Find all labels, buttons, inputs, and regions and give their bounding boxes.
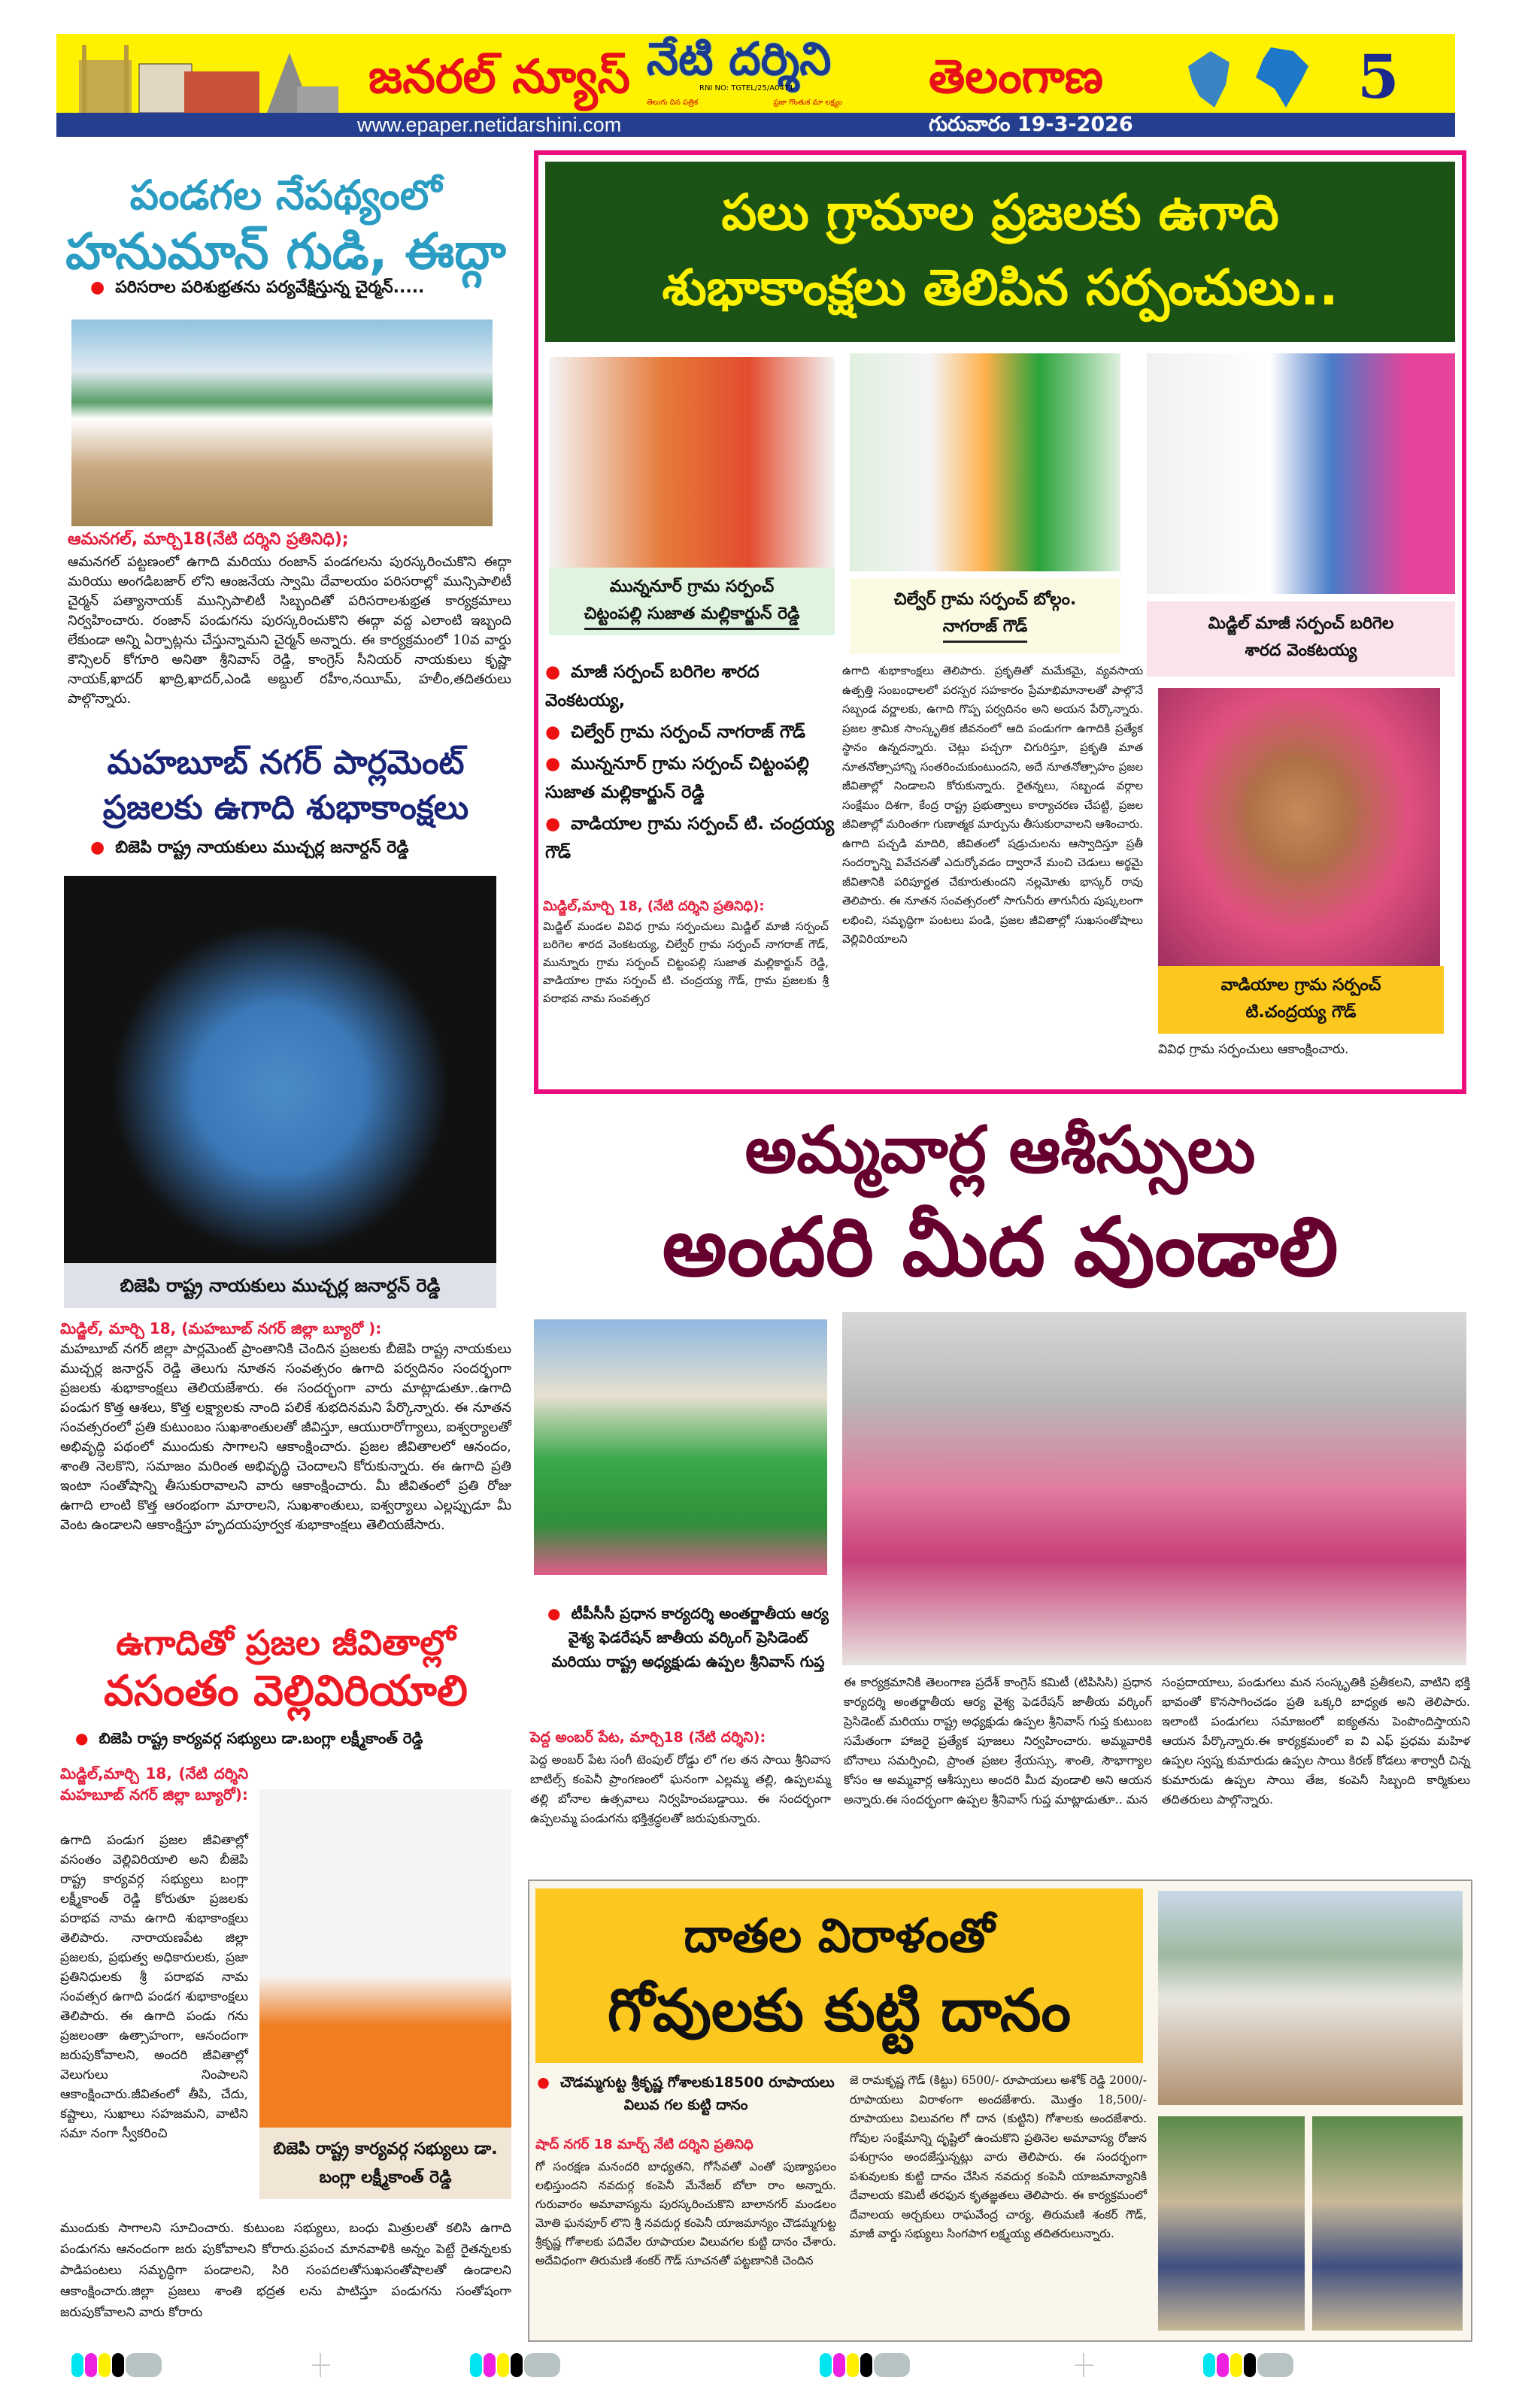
sarpanch-dateline: మిడ్జిల్,మార్చి 18, (నేటి దర్శిని ప్రతినిధి): <box>543 898 765 914</box>
caption-3-line-1: మిడ్జిల్ మాజీ సర్పంచ్ బరిగెల <box>1208 614 1394 633</box>
caption-1-line-2: చిట్టంపల్లి సుజాత మల్లికార్జున్ రెడ్డి <box>584 601 800 630</box>
govulu-headline-1: దాతల విరాళంతో <box>684 1908 995 1963</box>
ammavarla-body-2: ఈ కార్యక్రమానికి తెలంగాణ ప్రదేశ్ కాంగ్రెస్ కమిటీ (టిపిసిసి) ప్రధాన కార్యదర్శి అంతర్జాతీయ ఆర్య వైశ్య ఫెడరేషన్ జాతీయ వర్కింగ్ ప్రెసిడెంట్ మరియు రాష్ట్ర అధ్యక్షుడు ఉప్పల శ్రీనివాస్ గుప్త కుటుంబ సమేతంగా హాజరై ప్రత్యేక పూజలు నిర్వహించారు. అమ్మవారికి బోనాలు సమర్పించి, ప్రాంత ప్రజల శ్రేయస్సు, శాంతి, సౌభాగ్యాల కోసం ఆ అమ్మవార్ల ఆశీస్సులు అందరి మీద వుండాలి అని ఆయన అన్నారు.ఈ సందర్భంగా ఉప్పల శ్రీనివాస్ గుప్త మాట్లాడుతూ.. మన <box>844 1675 1152 1807</box>
mahabubnagar-photo <box>64 876 496 1263</box>
govulu-photo-1 <box>1158 1891 1463 2105</box>
section-label-general-news: జనరల్ న్యూస్ <box>368 49 631 104</box>
govulu-dateline: షాద్ నగర్ 18 మార్చ్ నేటి దర్శిని ప్రతినిధి <box>535 2137 753 2152</box>
print-registration-mark-4 <box>1203 2353 1293 2377</box>
print-registration-mark-3 <box>820 2353 910 2377</box>
logo-rni: RNI NO: TGTEL/25/A0471 <box>699 84 794 92</box>
mahabubnagar-headline-2: ప్రజలకు ఉగాది శుభాకాంక్షలు <box>102 789 469 827</box>
govulu-photo-3 <box>1312 2116 1463 2331</box>
sarpanch-bullet-4: ● వాడియాల గ్రామ సర్పంచ్ టి. చంద్రయ్య గౌడ్ <box>545 810 835 867</box>
website-link[interactable]: www.epaper.netidarshini.com <box>357 114 622 136</box>
page-number: 5 <box>1357 41 1399 112</box>
sarpanch-banner-line-1: పలు గ్రామాల ప్రజలకు ఉగాది <box>721 183 1279 241</box>
hanuman-body: ఆమనగల్ పట్టణంలో ఉగాది మరియు రంజాన్ పండగలను పురస్కరించుకొని ఈద్గా మరియు అంగడిబజార్ లోని ఆంజనేయ స్వామి దేవాలయం పరిసరాల్లో మున్సిపాలిటీ చైర్మన్ పత్యానాయక్ మున్సిపాలిటీ సిబ్బందితో పరిసరాలశుభ్రత కార్యక్రమాలు నిర్వహించారు. రంజాన్ పండుగను పురస్కరించుకొని ఈద్గా వద్ద ఎలాంటి ఇబ్బంది లేకుండా అన్ని ఏర్పాట్లను చేస్తున్నామని చైర్మన్ అన్నారు. ఈ కార్యక్రమంలో 10వ వార్డు కౌన్సిలర్ కోగూరి అనితా శ్రీనివాస్ రెడ్డి, కాంగ్రెస్ సీనియర్ నాయకులు కృష్ణా నాయక్,ఖాదర్ ఖాద్రి,ఖాదర్,ఎండి అబ్దుల్ రహీం,నయీమ్, హలీం,తదితరులు పాల్గొన్నారు. <box>68 554 511 707</box>
ammavarla-body-3: సంప్రదాయాలు, పండుగలు మన సంస్కృతికి ప్రతీకలని, వాటిని భక్తి భావంతో కొనసాగించడం ప్రతి ఒక్కరి బాధ్యత అని తెలిపారు. ఇలాంటి పండుగలు సమాజంలో ఐక్యతను పెంపొందిస్తాయని ఆయన పేర్కొన్నారు.ఈ కార్యక్రమంలో ఐ వి ఎఫ్ ప్రధమ మహిళ ఉప్పల స్వప్న కుమారుడు ఉప్పల సాయి కిరణ్ కోడలు శార్వారీ చిన్న కుమారుడు ఉప్పల సాయి తేజ, కంపెనీ సిబ్బంది కార్మికులు తదితరులు పాల్గొన్నారు. <box>1162 1675 1470 1807</box>
ammavarla-headline-1: అమ్మవార్ల ఆశీస్సులు <box>744 1113 1256 1188</box>
sarpanch-bullet-3: ● మున్ననూర్ గ్రామ సర్పంచ్ చిట్టంపల్లి సుజాత మల్లికార్జున్ రెడ్డి <box>545 750 835 807</box>
caption-2-line-1: చిల్వేర్ గ్రామ సర్పంచ్ బోల్గం. <box>893 590 1077 609</box>
crop-mark-1 <box>320 2353 350 2377</box>
logo-tagline: తెలుగు దిన పత్రిక <box>647 98 699 107</box>
print-registration-mark-2 <box>470 2353 560 2377</box>
ammavarla-dateline: పెద్ద అంబర్ పేట, మార్చి18 (నేటి దర్శిని): <box>530 1729 766 1746</box>
hanuman-dateline: ఆమనగల్, మార్చి18(నేటి దర్శిని ప్రతినిధి); <box>68 530 349 549</box>
logo-motto: ప్రజా గొంతుక మా లక్ష్యం <box>773 98 842 107</box>
map-icon <box>1181 44 1339 111</box>
hanuman-headline-1: పండగల నేపథ్యంలో <box>129 171 442 219</box>
monuments-illustration <box>71 41 342 113</box>
caption-4-line-2: టి.చంద్రయ్య గౌడ్ <box>1245 1003 1357 1022</box>
sarpanch-photo-caption-3 <box>1147 601 1455 677</box>
sarpanch-bullets <box>545 658 835 867</box>
vasantham-headline-2: వసంతం వెల్లివిరియాలి <box>104 1667 468 1716</box>
ammavarla-subhead: ● టీపీసీసీ ప్రధాన కార్యదర్శి అంతర్జాతీయ ఆర్య వైశ్య ఫెడరేషన్ జాతీయ వర్కింగ్ ప్రెసిడెంట్ మరియు రాష్ట్ర అధ్యక్షుడు ఉప్పల శ్రీనివాస్ గుప్త <box>541 1601 835 1673</box>
ammavarla-body-1: పెద్ద అంబర్ పేట సంగీ టెంపుల్ రోడ్డు లో గల తన సాయి శ్రీనివాస బాటిల్స్ కంపెనీ ప్రాంగణంలో ఘనంగా ఎల్లమ్మ తల్లి, ఉప్పలమ్మ తల్లి బోనాల ఉత్సవాలు నిర్వహించబడ్డాయి. ఈ సందర్భంగా ఉప్పలమ్మ పండుగను భక్తిశ్రద్ధలతో జరుపుకున్నారు. <box>530 1752 831 1825</box>
hanuman-headline-2: హనుమాన్ గుడి, ఈద్గా <box>65 223 506 280</box>
mahabubnagar-headline-1: మహబూబ్ నగర్ పార్లమెంట్ <box>107 744 465 782</box>
govulu-banner <box>535 1889 1143 2063</box>
vasantham-subhead: ● బిజెపి రాష్ట్ర కార్యవర్గ సభ్యులు డా.బంగ్లా లక్ష్మీకాంత్ రెడ్డి <box>75 1729 519 1751</box>
vasantham-body-wide: ముందుకు సాగాలని సూచించారు. కుటుంబ సభ్యులు, బంధు మిత్రులతో కలిసి ఉగాది పండుగను ఆనందంగా జరు పుకోవాలని కోరారు.ప్రపంచ మానవాళికి అన్నం పెట్టే రైతన్నలకు పాడిపంటలు సమృద్ధిగా పండాలని, సిరి సంపదలతోసుఖసంతోషాలతో ఉండాలని ఆకాంక్షించారు.జిల్లా ప్రజలు శాంతి భద్రత లను పాటిస్తూ పండుగను సంతోషంగా జరుపుకోవాలని వారు కోరారు <box>60 2221 511 2320</box>
crop-mark-2 <box>1083 2353 1113 2377</box>
vasantham-body-narrow: ఉగాది పండుగ ప్రజల జీవితాల్లో వసంతం వెల్లివిరియాలి అని బీజెపి రాష్ట్ర కార్యవర్గ సభ్యులు బంగ్లా లక్ష్మీకాంత్ రెడ్డి కోరుతూ ప్రజలకు పరాభవ నామ ఉగాది శుభాకాంక్షలు తెలిపారు. నారాయణపేట జిల్లా ప్రజలకు, ప్రభుత్వ అధికారులకు, ప్రజా ప్రతినిధులకు శ్రీ పరాభవ నామ సంవత్సర ఉగాది పండగ శుభాకాంక్షలు తెలిపారు. ఈ ఉగాది పండు గను ప్రజలంతా ఉత్సాహంగా, ఆనందంగా జరుపుకోవాలని, అందరి జీవితాల్లో వెలుగులు నింపాలని ఆకాంక్షించారు.జీవితంలో తీపి, చేదు, కష్టాలు, సుఖాలు సహజమని, వాటిని సమా నంగా స్వీకరించి <box>60 1833 248 2141</box>
govulu-body-1: గో సంరక్షణ మనందరి బాధ్యతని, గోసేవతో ఎంతో పుణ్యాఫలం లభిస్తుందని నవదుర్గ కంపెనీ మేనేజర్ బోలా రాం అన్నారు. గురువారం అమావాస్యను పురస్కరించుకొని బాలానగర్ మండలం మోతి ఘనపూర్ లొని శ్రీ నవదుర్గ కంపెనీ యాజమాన్యం చౌడమ్మగుట్ట శ్రీకృష్ణ గోశాలకు పదివేల రూపాయల విలువగల కుట్టి దానం చేశారు. అదేవిధంగా తిరుమణి శంకర్ గౌడ్ సూచనతో పట్టణానికి చెందిన <box>535 2160 836 2267</box>
sarpanch-body-end: వివిధ గ్రామ సర్పంచులు ఆకాంక్షించారు. <box>1158 1042 1349 1057</box>
vasantham-dateline: మిడ్జిల్,మార్చి 18, (నేటి దర్శిని మహబూబ్ నగర్ జిల్లా బ్యూరో): <box>60 1764 248 1804</box>
caption-2-line-2: నాగరాజ్ గౌడ్ <box>943 613 1028 643</box>
caption-3-line-2: శారద వెంకటయ్య <box>1245 641 1357 660</box>
mahabubnagar-dateline: మిడ్జిల్, మార్చి 18, (మహబూబ్ నగర్ జిల్లా బ్యూరో ): <box>60 1319 382 1337</box>
vasantham-photo-caption: బిజెపి రాష్ట్ర కార్యవర్గ సభ్యులు డా. బంగ్లా లక్ష్మీకాంత్ రెడ్డి <box>259 2128 511 2199</box>
hanuman-photo <box>71 320 493 526</box>
sarpanch-bullet-1: ● మాజీ సర్పంచ్ బరిగెల శారద వెంకటయ్య, <box>545 658 835 715</box>
vasantham-photo <box>259 1789 511 2128</box>
mahabubnagar-subhead: ● బిజెపి రాష్ట్ర నాయకులు ముచ్చర్ల జనార్దన్ రెడ్డి <box>90 838 511 861</box>
mahabubnagar-body: మహబూబ్ నగర్ జిల్లా పార్లమెంట్ ప్రాంతానికి చెందిన ప్రజలకు బీజెపి రాష్ట్ర నాయకులు ముచ్చర్ల జనార్దన్ రెడ్డి తెలుగు నూతన సంవత్సరం ఉగాది పర్వదినం సందర్భంగా ప్రజలకు శుభాకాంక్షలు తెలియజేశారు. ఈ సందర్భంగా వారు మాట్లాడుతూ..ఉగాది పండుగ కొత్త ఆశలు, కొత్త లక్ష్యాలకు నాంది పలికే శుభదినమని పేర్కొన్నారు. ఈ నూతన సంవత్సరంలో ప్రతి కుటుంబం సుఖశాంతులతో జీవిస్తూ, ఆయురారోగ్యాలు, ఐశ్వర్యాలతో అభివృద్ధి పథంలో ముందుకు సాగాలని ఆకాంక్షించారు. ప్రజల జీవితాలలో ఆనందం, శాంతి నెలకొని, సమాజం మరింత అభివృద్ధి చెందాలని కోరుకున్నారు. ఈ ఉగాది ప్రతి ఇంటా సంతోషాన్ని తీసుకురావాలని వారు ఆకాంక్షించారు. మీ జీవితంలో ప్రతి రోజు ఉగాది లాంటి కొత్త ఆరంభంగా మారాలని, సుఖశాంతులు, ఐశ్వర్యాలు ఎల్లప్పుడూ మీ వెంట ఉండాలని ఆకాంక్షిస్తూ హృదయపూర్వక శుభాకాంక్షలు తెలియజేసారు. <box>60 1341 511 1533</box>
sarpanch-body-right: ఉగాది శుభాకాంక్షలు తెలిపారు. ప్రకృతితో మమేకమై, వ్యవసాయ ఉత్పత్తి సంబంధాలలో పరస్పర సహకారం ప్రేమాభిమానాలతో పాల్గొనే సబ్బండ వర్ణాలకు, ఉగాది గొప్ప పర్వదినం అని అయన పేర్కొన్నారు. ప్రజల శ్రామిక సాంస్కృతిక జీవనంలో ఆది పండుగగా ఉగాదికి ప్రత్యేక స్థానం ఉన్నదన్నారు. చెట్లు పచ్చగా చిగురిస్తూ, ప్రకృతి మాత నూతనోత్సాహాన్ని సంతరించుకుంటుందని, అదే నూతనోత్సాహం ప్రజల జీవితాల్లో నిండాలని కోరుకున్నారు. రైతన్నలు, సబ్బండ వర్గాల సంక్షేమం దిశగా, కేంద్ర రాష్ట్ర ప్రభుత్వాలు కార్యాచరణ చేపట్టి, ప్రజల జీవితాల్లో మరింతగా గుణాత్మక మార్పును తీసుకురావాలని ఆశించారు. ఉగాది పచ్చడి మాదిరి, జీవితంలో షడ్రుచులను ఆస్వాదిస్తూ ప్రతీ సందర్భాన్ని వివేచనతో ఎదుర్కోవడం ద్వారానే మంచి చెడులు అర్థమై జీవితానికి పరిపూర్ణత చేకూరుతుందని నల్లమోతు భాస్కర్ రావు తెలిపారు. ఈ నూతన సంవత్సరంలో సాగునీరు తాగునీరు పుష్కలంగా లభించి, సమృద్ధిగా పంటలు పండి, ప్రజల జీవితాల్లో సుఖసంతోషాలు వెల్లివిరియాలని <box>842 664 1143 946</box>
sarpanch-bullet-2: ● చిల్వేర్ గ్రామ సర్పంచ్ నాగరాజ్ గౌడ్ <box>545 718 835 747</box>
mahabubnagar-photo-caption: బిజెపి రాష్ట్ర నాయకులు ముచ్చర్ల జనార్దన్ రెడ్డి <box>64 1263 496 1308</box>
sarpanch-photo-caption-1 <box>549 568 835 635</box>
newspaper-logo <box>647 35 842 113</box>
sarpanch-photo-2 <box>850 353 1120 571</box>
issue-date: గురువారం 19-3-2026 <box>929 113 1133 136</box>
sarpanch-photo-3 <box>1147 353 1455 594</box>
govulu-photo-2 <box>1158 2116 1305 2331</box>
section-label-telangana: తెలంగాణ <box>929 49 1103 104</box>
govulu-body-2: జె రామకృష్ణ గౌడ్ (కిట్టు) 6500/- రూపాయలు అశోక్ రెడ్డి 2000/- రూపాయలు విరాళంగా అందజేశారు. మొత్తం 18,500/- రూపాయలు విలువగల గో దాన (కుట్టిని) గోశాలకు అందజేశారు. గోవుల సంక్షేమాన్ని దృష్టిలో ఉంచుకొని ప్రతినెల అమావాస్య రోజున పశుగ్రాసం అందజేస్తున్నట్లు వారు తెలిపారు. ఈ సందర్భంగా పశువులకు కుట్టి దానం చేసిన నవదుర్గ కంపెనీ యాజమాన్యానికి దేవాలయ కమిటీ తరఫున కృతజ్ఞతలు తెలిపారు. ఈ కార్యక్రమంలో దేవాలయ అర్చకులు రాఘవేంద్ర చార్య, తిరుమణి శంకర్ గౌడ్, మాజీ వార్డు సభ్యులు సింగపాగ లక్ష్మయ్య తదితరులున్నారు. <box>850 2073 1147 2240</box>
ammavarla-photo-1 <box>534 1319 827 1575</box>
print-registration-mark-1 <box>71 2353 162 2377</box>
caption-1-line-1: మున్ననూర్ గ్రామ సర్పంచ్ <box>609 577 775 596</box>
logo-title: నేటి దర్శిని <box>647 33 832 86</box>
sarpanch-photo-1 <box>549 357 835 568</box>
hanuman-subhead: ● పరిసరాల పరిశుభ్రతను పర్యవేక్షిస్తున్న చైర్మన్..... <box>90 278 511 301</box>
sarpanch-photo-caption-2 <box>850 579 1120 654</box>
sarpanch-banner <box>545 162 1455 342</box>
sarpanch-photo-caption-4 <box>1158 966 1444 1034</box>
masthead-info-bar <box>56 113 1455 137</box>
sarpanch-photo-4 <box>1158 688 1440 966</box>
sarpanch-banner-line-2: శుభాకాంక్షలు తెలిపిన సర్పంచులు.. <box>662 259 1339 317</box>
ammavarla-photo-2 <box>842 1312 1466 1665</box>
vasantham-headline-1: ఉగాదితో ప్రజల జీవితాల్లో <box>116 1622 456 1663</box>
sarpanch-body-left: మిడ్జిల్ మండల వివిధ గ్రామ సర్పంచులు మిడ్జిల్ మాజీ సర్పంచ్ బరిగెల శారద వెంకటయ్య, చిల్వేర్ గ్రామ సర్పంచ్ నాగరాజ్ గౌడ్, మున్నూరు గ్రామ సర్పంచ్ చిట్టంపల్లి సుజాత మల్లికార్జున్ రెడ్డి, వాడియాల గ్రామ సర్పంచ్ టి. చంద్రయ్య గౌడ్, గ్రామ ప్రజలకు శ్రీ పరాభవ నామ సంవత్సర <box>543 919 829 1005</box>
govulu-headline-2: గోవులకు కుట్టి దానం <box>607 1977 1072 2045</box>
caption-4-line-1: వాడియాల గ్రామ సర్పంచ్ <box>1220 976 1381 995</box>
govulu-subhead: ● చౌడమ్మగుట్ట శ్రీకృష్ణ గోశాలకు18500 రూపాయలు విలువ గల కుట్టి దానం <box>535 2071 836 2116</box>
ammavarla-headline-2: అందరి మీద వుండాలి <box>662 1201 1339 1295</box>
